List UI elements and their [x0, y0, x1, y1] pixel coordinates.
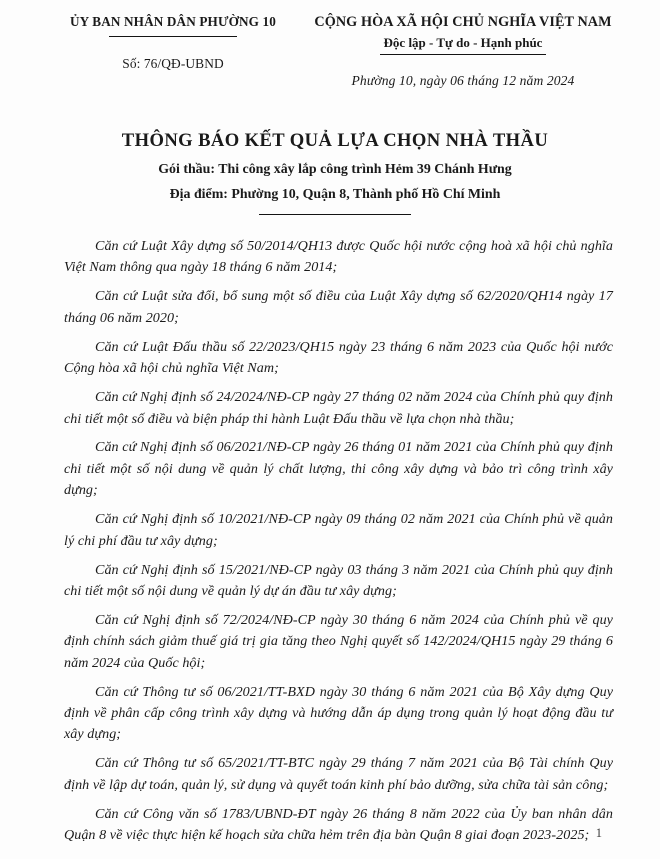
- place-and-date: Phường 10, ngày 06 tháng 12 năm 2024: [351, 73, 575, 89]
- title-block: [54, 129, 616, 215]
- body-paragraph: Căn cứ Nghị định số 10/2021/NĐ-CP ngày 09 tháng 02 năm 2021 của Chính phủ về quản lý chi phí đầu tư xây dựng;: [64, 511, 613, 549]
- header-right-divider: [380, 54, 546, 55]
- issuing-organization: ỦY BAN NHÂN DÂN PHƯỜNG 10: [69, 14, 277, 29]
- body-paragraph: Căn cứ Nghị định số 15/2021/NĐ-CP ngày 03 tháng 3 năm 2021 của Chính phủ quy định chi tiết một số nội dung về quản lý dự án đầu tư xây dựng;: [64, 561, 613, 599]
- body-paragraph: Căn cứ Nghị định số 24/2024/NĐ-CP ngày 27 tháng 02 năm 2024 của Chính phủ quy định chi tiết một số điều và biện pháp thi hành Luật Đấu thầu về lựa chọn nhà thầu;: [64, 389, 613, 427]
- body-paragraph: Căn cứ Thông tư số 65/2021/TT-BTC ngày 29 tháng 7 năm 2021 của Bộ Tài chính Quy định về lập dự toán, quản lý, sử dụng và quyết toán kinh phí bảo dưỡng, sửa chữa tài sản công;: [64, 755, 613, 793]
- body-paragraph: Căn cứ Luật sửa đổi, bổ sung một số điều của Luật Xây dựng số 62/2020/QH14 ngày 17 tháng 06 năm 2020;: [64, 288, 613, 326]
- page-number: 1: [595, 826, 602, 840]
- body-paragraph: Căn cứ Luật Xây dựng số 50/2014/QH13 được Quốc hội nước cộng hoà xã hội chủ nghĩa Việt Nam thông qua ngày 18 tháng 6 năm 2014;: [64, 238, 613, 276]
- document-header: [54, 10, 616, 89]
- body-paragraph: Căn cứ Nghị định số 72/2024/NĐ-CP ngày 30 tháng 6 năm 2024 của Chính phủ về quy định chính sách giảm thuế giá trị gia tăng theo Nghị quyết số 142/2024/QH15 ngày 29 tháng 6 năm 2024 của Quốc hội;: [64, 611, 613, 671]
- body-paragraph: Căn cứ Luật Đấu thầu số 22/2023/QH15 ngày 23 tháng 6 năm 2023 của Quốc hội nước Cộng hòa xã hội chủ nghĩa Việt Nam;: [64, 338, 613, 377]
- document-number: Số: 76/QĐ-UBND: [122, 55, 224, 71]
- national-motto: Độc lập - Tự do - Hạnh phúc: [383, 34, 543, 50]
- header-left-divider: [109, 36, 237, 37]
- body-paragraph: Căn cứ Thông tư số 06/2021/TT-BXD ngày 30 tháng 6 năm 2021 của Bộ Xây dựng Quy định về phân cấp công trình xây dựng và hướng dẫn áp dụng trong quản lý hoạt động đầu tư xây dựng;: [64, 683, 613, 743]
- header-right-block: [310, 14, 616, 89]
- bid-location-line: Địa điểm: Phường 10, Quận 8, Thành phố Hồ Chí Minh: [169, 187, 501, 203]
- national-title: CỘNG HÒA XÃ HỘI CHỦ NGHĨA VIỆT NAM: [314, 14, 612, 30]
- bid-package-line: Gói thầu: Thi công xây lắp công trình Hẻm 39 Chánh Hưng: [158, 161, 512, 177]
- body-paragraph: Căn cứ Nghị định số 06/2021/NĐ-CP ngày 26 tháng 01 năm 2021 của Chính phủ quy định chi tiết một số nội dung về quản lý chất lượng, thi công xây dựng và bảo trì công trình xây dựng;: [64, 439, 613, 499]
- title-divider: [259, 214, 411, 215]
- header-left-block: [54, 14, 292, 72]
- page-title: THÔNG BÁO KẾT QUẢ LỰA CHỌN NHÀ THẦU: [121, 130, 549, 152]
- body-paragraph: Căn cứ Công văn số 1783/UBND-ĐT ngày 26 tháng 8 năm 2022 của Ủy ban nhân dân Quận 8 về việc thực hiện kế hoạch sửa chữa hẻm trên địa bàn Quận 8 giai đoạn 2023-2025;: [64, 805, 613, 844]
- document-body: [54, 236, 616, 847]
